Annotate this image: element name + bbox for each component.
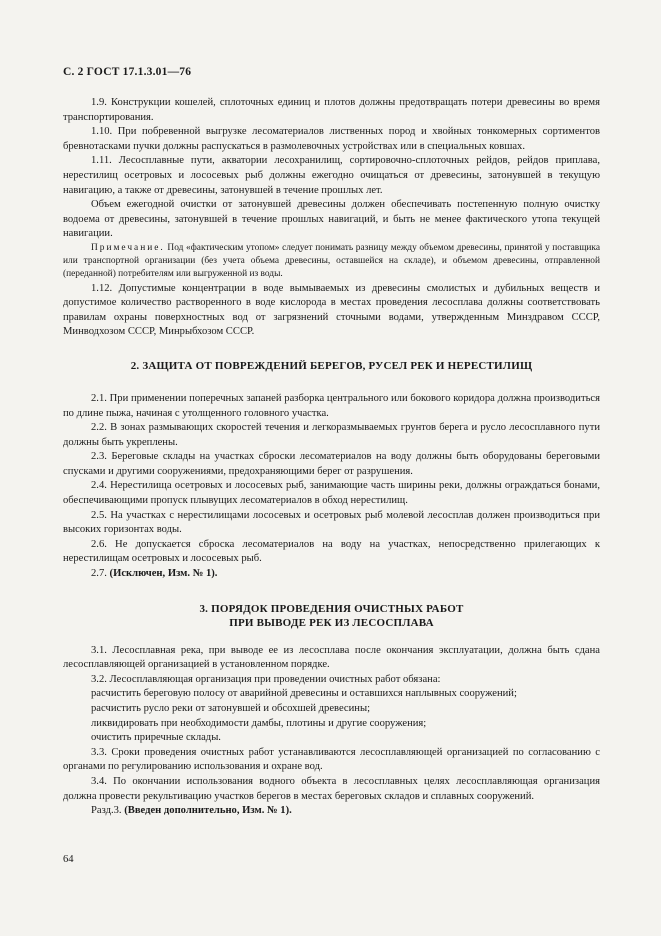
paragraph-2-7 — [63, 567, 600, 582]
section-3-title-line-2: ПРИ ВЫВОДЕ РЕК ИЗ ЛЕСОСПЛАВА — [229, 616, 434, 629]
paragraph-1-9: 1.9. Конструкции кошелей, сплоточных единиц и плотов должны предотвращать потери древесины во время транспортирования. — [63, 97, 600, 123]
section-2-title: 2. ЗАЩИТА ОТ ПОВРЕЖДЕНИЙ БЕРЕГОВ, РУСЕЛ РЕК И НЕРЕСТИЛИЩ — [130, 359, 533, 372]
page-content — [63, 96, 600, 819]
paragraph-3-1: 3.1. Лесосплавная река, при выводе ее из лесосплава после окончания эксплуатации, должна быть сдана лесосплавляющей организацией в установленном порядке. — [63, 644, 600, 671]
paragraph-2-7-number: 2.7. — [91, 568, 107, 580]
paragraph-2-4: 2.4. Нерестилища осетровых и лососевых рыб, занимающие часть ширины реки, должны ограждаться бонами, обеспечивающими пропуск плывущих лесоматериалов в обход нерестилищ. — [63, 480, 600, 507]
list-item: очистить приречные склады. — [91, 732, 221, 744]
section-3-amendment — [63, 804, 600, 819]
section-3-title-line-1: 3. ПОРЯДОК ПРОВЕДЕНИЯ ОЧИСТНЫХ РАБОТ — [199, 602, 464, 615]
list-item: расчистить береговую полосу от аварийной древесины и оставшихся наплывных сооружений; — [91, 688, 517, 700]
paragraph-2-6: 2.6. Не допускается сброска лесоматериалов на воду на участках, непосредственно прилегающих к нерестилищам осетровых и лососевых рыб. — [63, 538, 600, 565]
section-3-amendment-text: (Введен дополнительно, Изм. № 1). — [124, 805, 292, 817]
list-item: расчистить русло реки от затонувшей и обсохшей древесины; — [91, 703, 371, 715]
note-text: Под «фактическим утопом» следует понимать разницу между объемом древесины, принятой у поставщика или транспортной организации (без учета объема древесины, оставшейся на складе), и объемом древесины, отправленной (переданной) потребителям или выгруженной из воды. — [63, 242, 601, 280]
paragraph-2-5: 2.5. На участках с нерестилищами лососевых и осетровых рыб молевой лесосплав должен производиться при высоких горизонтах воды. — [63, 509, 600, 536]
paragraph-2-2: 2.2. В зонах размывающих скоростей течения и легкоразмываемых грунтов берега и русло лесосплавного пути должны быть укреплены. — [63, 422, 600, 448]
paragraph-2-7-amendment: (Исключен, Изм. № 1). — [109, 568, 218, 580]
paragraph-1-12: 1.12. Допустимые концентрации в воде вымываемых из древесины смолистых и дубильных веществ и допустимое количество растворенного в воде кислорода в местах проведения лесосплава должны соответствовать правилам охраны поверхностных вод от загрязнений сточными водами, утвержденным Минздравом СССР, Минводхозом СССР, Минрыбхозом СССР. — [63, 282, 600, 338]
section-3-amendment-number: Разд.3. — [91, 805, 122, 817]
list-item: ликвидировать при необходимости дамбы, плотины и другие сооружения; — [91, 717, 427, 729]
paragraph-3-2: 3.2. Лесосплавляющая организация при проведении очистных работ обязана: — [91, 673, 441, 685]
note-label: Примечание. — [91, 242, 165, 253]
paragraph-3-4: 3.4. По окончании использования водного объекта в лесосплавных целях лесосплавляющая организация должна провести рекультивацию участков берегов в местах береговых складов и сплавных сооружений. — [63, 775, 600, 802]
page-number: 64 — [63, 854, 74, 865]
page-header: С. 2 ГОСТ 17.1.3.01—76 — [63, 66, 192, 78]
paragraph-2-1: 2.1. При применении поперечных запаней разборка центрального или бокового коридора должна производиться по длине пыжа, начиная с утолщенного головного участка. — [63, 392, 600, 419]
paragraph-2-3: 2.3. Береговые склады на участках сброски лесоматериалов на воду должны быть оборудованы береговыми спусками и другими сооружениями, предохраняющими берег от разрушения. — [63, 451, 600, 477]
paragraph-volume: Объем ежегодной очистки от затонувшей древесины должен обеспечивать постепенную полную очистку водоема от древесины, затонувшей в течение прошлых навигаций, и быть не менее фактического утопа текущей навигации. — [63, 199, 600, 240]
paragraph-3-3: 3.3. Сроки проведения очистных работ устанавливаются лесосплавляющей организацией по согласованию с органами по регулированию использования и охране вод. — [63, 746, 600, 773]
note-paragraph — [63, 242, 600, 282]
section-3-title — [63, 602, 600, 630]
paragraph-1-11: 1.11. Лесосплавные пути, акватории лесохранилищ, сортировочно-сплоточных рейдов, рейдов приплава, нерестилищ осетровых и лососевых рыб должны ежегодно очищаться от древесины, затонувшей в текущую навигацию, а также от древесины, затонувшей в течение прошлых лет. — [63, 155, 600, 196]
paragraph-1-10: 1.10. При побревенной выгрузке лесоматериалов лиственных пород и хвойных тонкомерных сортиментов бревнотасками пучки должны распускаться в размолевочных устройствах или в специальных ковшах. — [63, 126, 600, 152]
